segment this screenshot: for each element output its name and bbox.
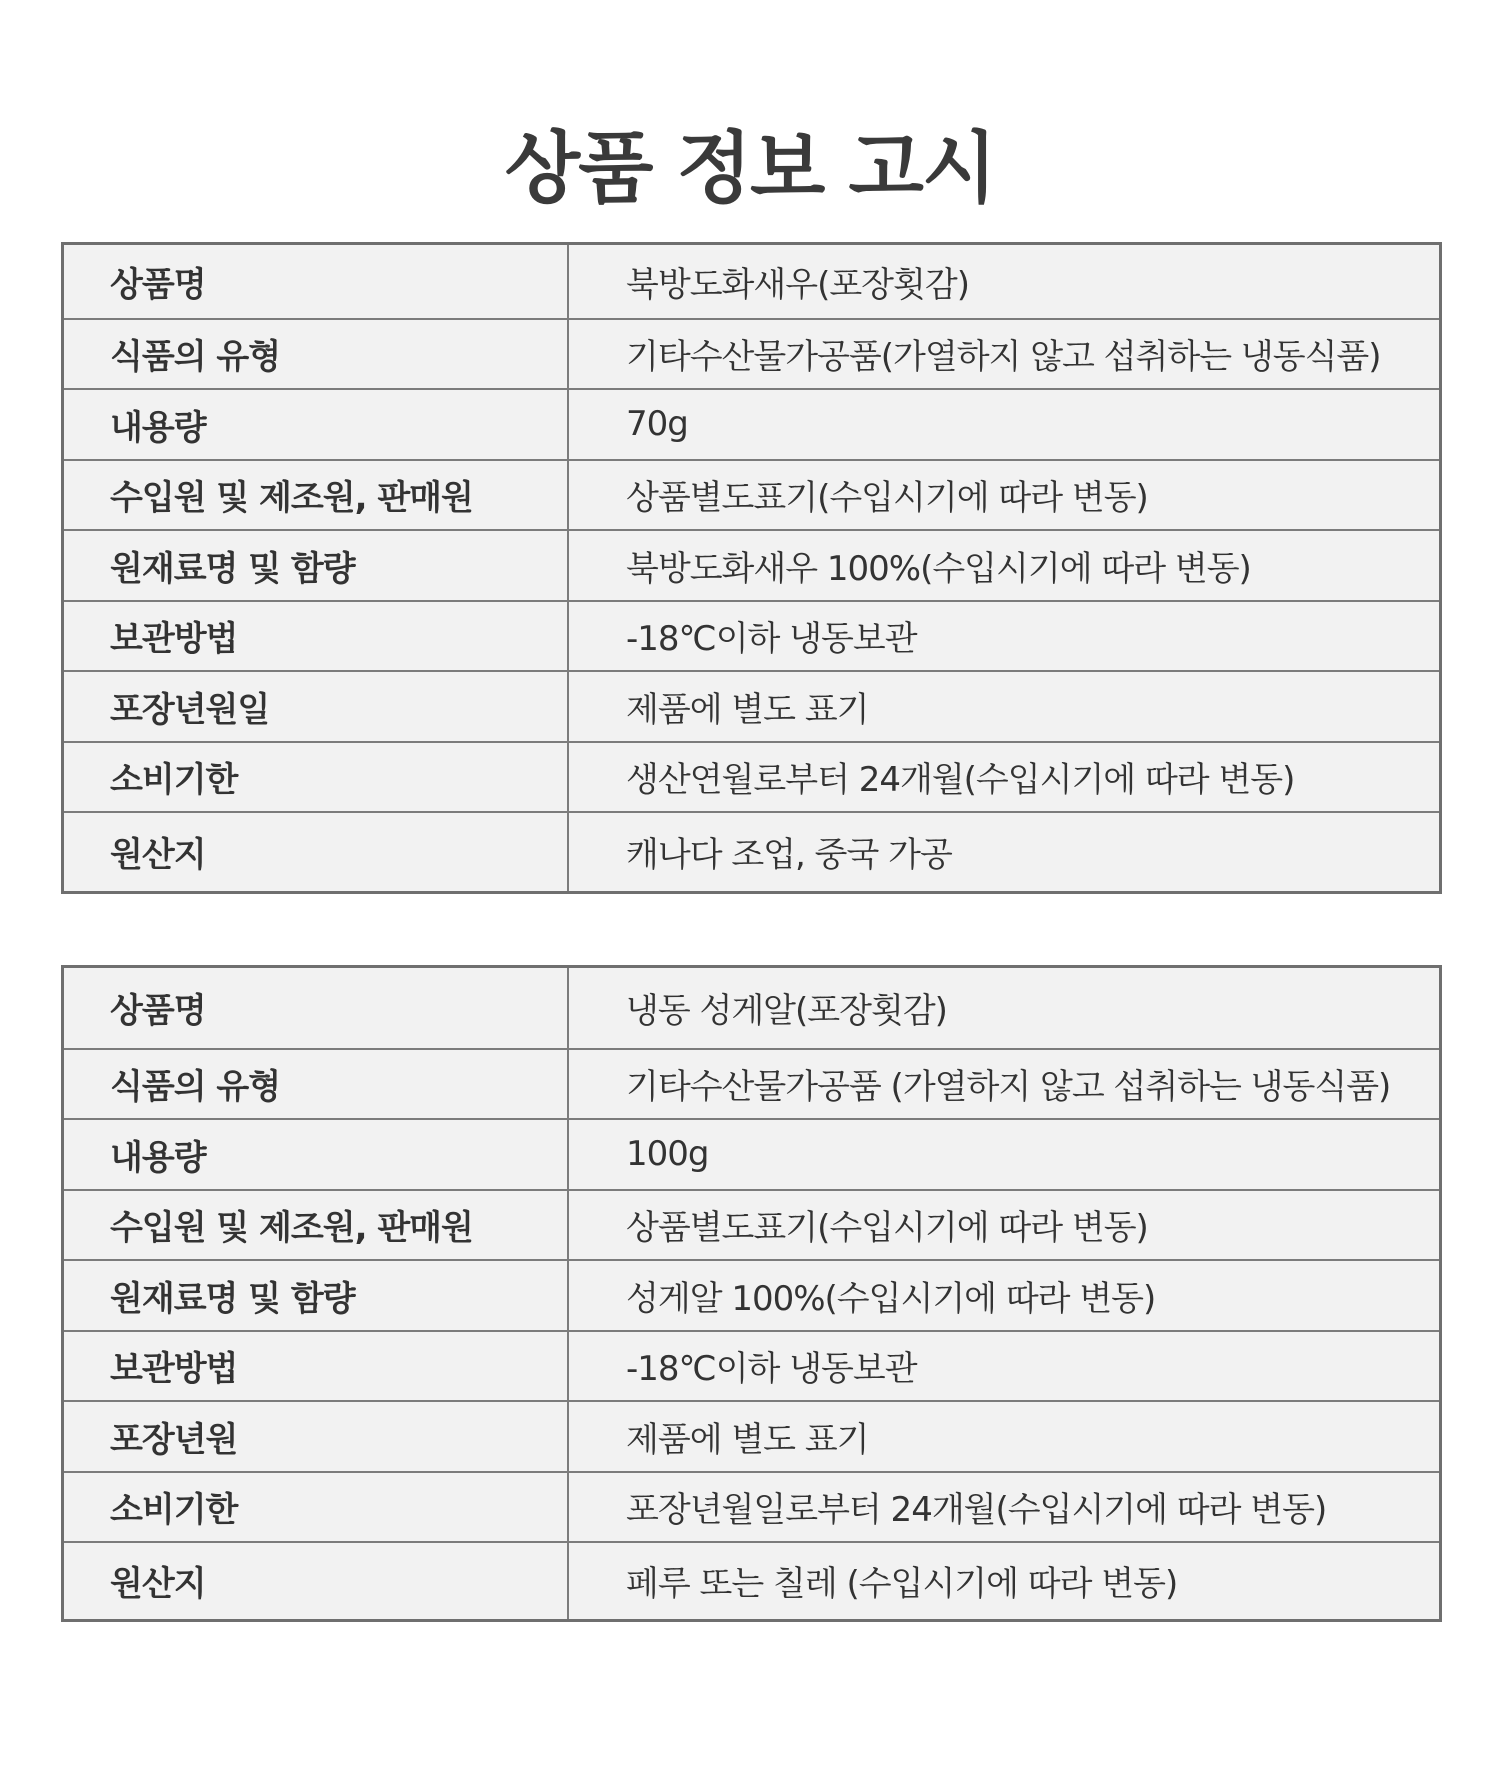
row-label-food-type: 식품의 유형	[63, 319, 569, 390]
row-label-expiry: 소비기한	[63, 1472, 569, 1543]
row-value-storage: -18℃이하 냉동보관	[568, 1331, 1441, 1402]
table-row	[63, 1260, 1441, 1331]
row-value-net-content: 70g	[568, 389, 1441, 460]
row-label-ingredients: 원재료명 및 함량	[63, 1260, 569, 1331]
row-value-net-content: 100g	[568, 1119, 1441, 1190]
row-value-expiry: 생산연월로부터 24개월(수입시기에 따라 변동)	[568, 742, 1441, 813]
row-value-product-name: 냉동 성게알(포장횟감)	[626, 991, 947, 1032]
row-value-packing-date: 제품에 별도 표기	[568, 671, 1441, 742]
row-value-ingredients: 북방도화새우 100%(수입시기에 따라 변동)	[568, 530, 1441, 601]
row-label-net-content: 내용량	[63, 1119, 569, 1190]
row-label-importer-manufacturer: 수입원 및 제조원, 판매원	[63, 1190, 569, 1261]
table-row	[63, 742, 1441, 813]
table-row	[63, 1119, 1441, 1190]
table-row	[63, 460, 1441, 531]
table-row	[63, 671, 1441, 742]
table-row	[63, 1542, 1441, 1620]
row-value-origin: 캐나다 조업, 중국 가공	[568, 812, 1441, 892]
product-info-table-1	[61, 242, 1442, 894]
table-row	[63, 1472, 1441, 1543]
row-label-storage: 보관방법	[63, 601, 569, 672]
table-row	[63, 244, 1441, 319]
table-row	[63, 1049, 1441, 1120]
table-row	[63, 601, 1441, 672]
table-row	[63, 1401, 1441, 1472]
row-value-packing-date: 제품에 별도 표기	[568, 1401, 1441, 1472]
row-label-origin: 원산지	[63, 1542, 569, 1620]
row-label-storage: 보관방법	[63, 1331, 569, 1402]
table-row	[63, 1190, 1441, 1261]
row-value-importer-manufacturer: 상품별도표기(수입시기에 따라 변동)	[568, 1190, 1441, 1261]
row-label-origin: 원산지	[63, 812, 569, 892]
row-label-ingredients: 원재료명 및 함량	[63, 530, 569, 601]
row-value-expiry: 포장년월일로부터 24개월(수입시기에 따라 변동)	[568, 1472, 1441, 1543]
table-row	[63, 967, 1441, 1049]
row-label-packing-date: 포장년원	[63, 1401, 569, 1472]
row-label-product-name: 상품명	[63, 244, 569, 319]
row-label-food-type: 식품의 유형	[63, 1049, 569, 1120]
product-info-table-2	[61, 965, 1442, 1622]
table-row	[63, 812, 1441, 892]
row-value-food-type: 기타수산물가공품(가열하지 않고 섭취하는 냉동식품)	[568, 319, 1441, 390]
row-value-importer-manufacturer: 상품별도표기(수입시기에 따라 변동)	[568, 460, 1441, 531]
row-label-expiry: 소비기한	[63, 742, 569, 813]
row-value-product-name: 북방도화새우(포장횟감)	[626, 264, 969, 305]
page-title: 상품 정보 고시	[504, 124, 996, 215]
table-row	[63, 530, 1441, 601]
row-value-ingredients: 성게알 100%(수입시기에 따라 변동)	[568, 1260, 1441, 1331]
table-row	[63, 319, 1441, 390]
row-value-food-type: 기타수산물가공품 (가열하지 않고 섭취하는 냉동식품)	[568, 1049, 1441, 1120]
table-row	[63, 389, 1441, 460]
row-label-net-content: 내용량	[63, 389, 569, 460]
table-row	[63, 1331, 1441, 1402]
row-label-packing-date: 포장년원일	[63, 671, 569, 742]
row-value-storage: -18℃이하 냉동보관	[568, 601, 1441, 672]
row-label-importer-manufacturer: 수입원 및 제조원, 판매원	[63, 460, 569, 531]
row-value-origin: 페루 또는 칠레 (수입시기에 따라 변동)	[568, 1542, 1441, 1620]
row-label-product-name: 상품명	[63, 967, 569, 1049]
